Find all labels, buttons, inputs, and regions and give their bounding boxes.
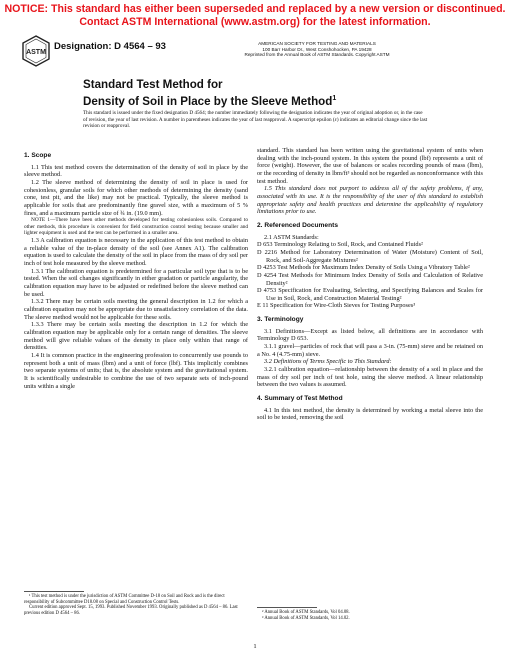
astm-logo xyxy=(22,35,50,67)
footnotes-left xyxy=(24,594,248,617)
paragraph-1-3-2: 1.3.2 There may be certain soils meeting the general description in 1.2 for which a calibration equation may not be appropriate due to unsatisfactory correlation of the data. The sleeve method would not be applicable for these soils. xyxy=(24,298,248,321)
title-line-2 xyxy=(83,92,336,108)
paragraph-1-3-3: 1.3.3 There may be certain soils meeting the description in 1.2 for which the calibration equation may be applicable only for a certain range of densities. The sleeve method will give reliable values of the density in place only within that range of densities. xyxy=(24,321,248,352)
footnote-2: ² Annual Book of ASTM Standards, Vol 04.08. xyxy=(262,610,350,615)
footnote-rule-left xyxy=(24,591,84,592)
notice-line-2: Contact ASTM International (www.astm.org) for the latest information. xyxy=(79,16,431,28)
paragraph-1-3-1: 1.3.1 The calibration equation is predetermined for a particular soil type that is to be tested. When the soil changes significantly in either gradation or particle angularity, the calibration equation may have to be adjusted or redefined before the sleeve method can be used. xyxy=(24,267,248,298)
intro-paragraph: This standard is issued under the fixed designation D 4564; the number immediately following the designation indicates the year of original adoption or, in the case of revision, the year of last revision. A number in parentheses indicates the year of last reapproval. A superscript epsilon (ε) indicates an editorial change since the last revision or reapproval. xyxy=(83,110,428,130)
paragraph-1-3: 1.3 A calibration equation is necessary in the application of this test method to obtain a reliable value of the in-place density of the soil (see Annex A1). The calibration equation is used to calculate the density of the soil in place from the mass of dry soil per inch of test hole measured by the sleeve method. xyxy=(24,237,248,267)
reference-d4254: D 4254 Test Methods for Minimum Index Density of Soils and Calculation of Relative Density² xyxy=(257,271,483,287)
left-column xyxy=(24,147,248,390)
reference-d4253: D 4253 Test Methods for Maximum Index Density of Soils Using a Vibratory Table² xyxy=(257,264,470,272)
reference-d4753: D 4753 Specification for Evaluating, Selecting, and Specifying Balances and Scales for Use in Soil, Rock, and Construction Material Testing² xyxy=(257,287,483,302)
footnotes-right xyxy=(257,610,483,621)
footnote-1: ¹ This test method is under the jurisdiction of ASTM Committee D-18 on Soil and Rock and is the direct responsibility of Subcommittee D18.08 on Special and Construction Control Tests. xyxy=(24,594,225,605)
document-title xyxy=(83,78,336,108)
title-text: Density of Soil in Place by the Sleeve Method xyxy=(83,94,333,108)
paragraph-1-5: 1.5 This standard does not purport to address all of the safety problems, if any, associated with its use. It is the responsibility of the user of this standard to establish appropriate safety and health practices and determine the applicability of regulatory limitations prior to use. xyxy=(257,185,483,216)
paragraph-1-4: 1.4 It is common practice in the engineering profession to concurrently use pounds to represent both a unit of mass (lbm) and a unit of force (lbf). This implicitly combines two separate systems of units; that is, the absolute system and the gravitational system. It is scientifically undesirable to combine the use of two separate sets of inch-pound units within a single xyxy=(24,351,248,390)
paragraph-1-4-continued: standard. This standard has been written using the gravitational system of units when dealing with the inch-pound system. In this system the pound (lbf) represents a unit of force (weight). However, the use of balances or scales recording pounds of mass (lbm), or the recording of density in lbm/ft³ should not be regarded as nonconformance with this test method. xyxy=(257,147,483,185)
paragraph-3-1: 3.1 Definitions—Except as listed below, all definitions are in accordance with Terminology D 653. xyxy=(257,327,483,343)
supersede-notice xyxy=(0,3,510,29)
society-info xyxy=(222,41,412,58)
paragraph-2-1: 2.1 ASTM Standards: xyxy=(264,233,319,241)
paragraph-3-2: 3.2 Definitions of Terms Specific to This Standard: xyxy=(264,358,392,366)
paragraph-1-2: 1.2 The sleeve method of determining the density of soil in place is used for cohesionless, granular soils for which other methods of determining the density (sand cone, test pit, and the like) may not be practical. Typically, the sleeve method is applicable for soils that are predominantly fine gravel size, with a maximum of 5 % fines, and a maximum particle size of ¾ in. (19.0 mm). xyxy=(24,178,248,217)
designation: Designation: D 4564 – 93 xyxy=(54,41,166,52)
reference-d2216: D 2216 Method for Laboratory Determination of Water (Moisture) Content of Soil, Rock, and Soil-Aggregate Mixtures² xyxy=(257,248,483,264)
page-number: 1 xyxy=(253,643,257,650)
notice-line-1: NOTICE: This standard has either been superseded and replaced by a new version or discontinued. xyxy=(4,3,506,15)
right-column xyxy=(257,147,483,422)
paragraph-3-1-1: 3.1.1 gravel—particles of rock that will pass a 3-in. (75-mm) sieve and be retained on a No. 4 (4.75-mm) sieve. xyxy=(257,343,483,358)
note-1: NOTE 1—There have been other methods developed for testing cohesionless soils. Compared to other methods, this procedure is convenient for field construction control testing because smaller and lighter equipment is used and the test can be performed in a smaller area. xyxy=(24,217,248,237)
footnote-3: ³ Annual Book of ASTM Standards, Vol 14.02. xyxy=(262,615,350,621)
section-heading-summary: 4. Summary of Test Method xyxy=(257,395,343,403)
footnote-1-edition: Current edition approved Sept. 15, 1993. Published November 1993. Originally published as D 4564 – 86. Last previous edition D 4564 – 86. xyxy=(24,605,238,617)
reprint-notice: Reprinted from the Annual Book of ASTM Standards. Copyright ASTM xyxy=(244,52,390,58)
society-name: AMERICAN SOCIETY FOR TESTING AND MATERIALS xyxy=(258,41,376,46)
footnote-rule-right xyxy=(257,607,317,608)
section-heading-referenced-documents: 2. Referenced Documents xyxy=(257,221,338,229)
section-heading-scope: 1. Scope xyxy=(24,152,52,159)
reference-e11: E 11 Specification for Wire-Cloth Sieves for Testing Purposes³ xyxy=(257,302,416,310)
reference-d653: D 653 Terminology Relating to Soil, Rock, and Contained Fluids² xyxy=(257,241,423,249)
title-footnote-mark: 1 xyxy=(332,94,337,102)
paragraph-3-2-1: 3.2.1 calibration equation—relationship between the density of a soil in place and the mass of dry soil per inch of test hole, using the sleeve method. A linear relationship between the two values is assumed. xyxy=(257,366,483,389)
paragraph-4-1: 4.1 In this test method, the density is determined by working a metal sleeve into the soil to be tested, removing the soil xyxy=(257,406,483,422)
svg-text:ASTM: ASTM xyxy=(26,49,46,56)
section-heading-terminology: 3. Terminology xyxy=(257,316,304,324)
society-address: 100 Barr Harbor Dr., West Conshohocken, PA 19428 xyxy=(262,46,372,52)
title-line-1: Standard Test Method for xyxy=(83,78,223,91)
paragraph-1-1: 1.1 This test method covers the determination of the density of soil in place by the sleeve method. xyxy=(24,163,248,179)
